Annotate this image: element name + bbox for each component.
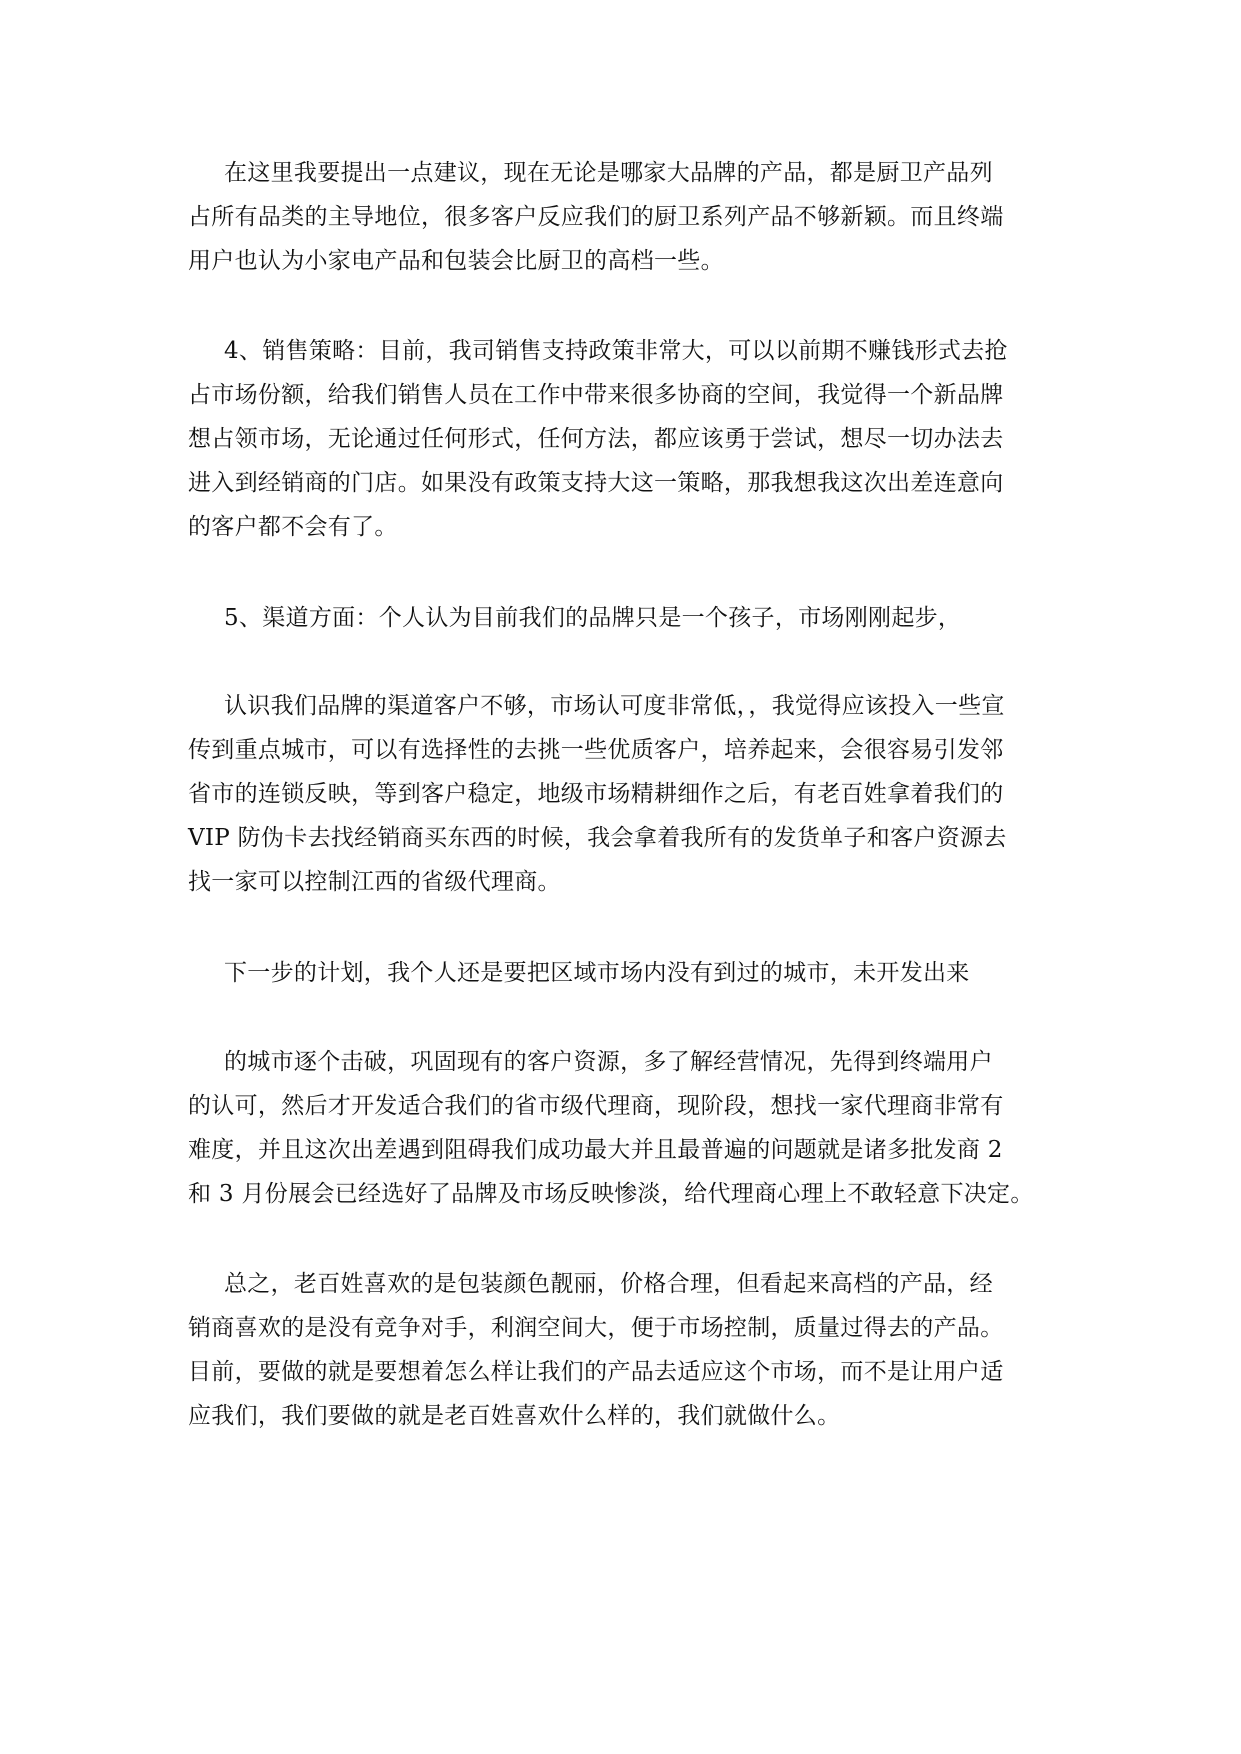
text-line: 的客户都不会有了。 (188, 514, 398, 540)
text-line: 占市场份额，给我们销售人员在工作中带来很多协商的空间，我觉得一个新品牌 (188, 382, 1004, 408)
paragraph-next-plan-heading (188, 951, 1068, 995)
text-line: 用户也认为小家电产品和包装会比厨卫的高档一些。 (188, 248, 724, 274)
text-line: 占所有品类的主导地位，很多客户反应我们的厨卫系列产品不够新颖。而且终端 (188, 204, 1004, 230)
text-line: 和 3 月份展会已经选好了品牌及市场反映惨淡，给代理商心理上不敢轻意下决定。 (188, 1181, 1034, 1207)
paragraph-suggestion (188, 151, 1068, 283)
text-line: 的认可，然后才开发适合我们的省市级代理商，现阶段，想找一家代理商非常有 (188, 1093, 1004, 1119)
text-line: 进入到经销商的门店。如果没有政策支持大这一策略，那我想我这次出差连意向 (188, 470, 1004, 496)
text-line: 想占领市场，无论通过任何形式，任何方法，都应该勇于尝试，想尽一切办法去 (188, 426, 1004, 452)
paragraph-conclusion (188, 1262, 1068, 1438)
text-line: 4、销售策略：目前，我司销售支持政策非常大，可以以前期不赚钱形式去抢 (224, 338, 1008, 364)
text-line: 的城市逐个击破，巩固现有的客户资源，多了解经营情况，先得到终端用户 (224, 1049, 993, 1075)
text-line: 在这里我要提出一点建议，现在无论是哪家大品牌的产品，都是厨卫产品列 (224, 160, 993, 186)
text-line: 销商喜欢的是没有竞争对手，利润空间大，便于市场控制，质量过得去的产品。 (188, 1315, 1004, 1341)
text-line: 目前，要做的就是要想着怎么样让我们的产品去适应这个市场，而不是让用户适 (188, 1359, 1004, 1385)
text-line: 认识我们品牌的渠道客户不够，市场认可度非常低，，我觉得应该投入一些宣 (224, 693, 1005, 719)
text-line: 应我们，我们要做的就是老百姓喜欢什么样的，我们就做什么。 (188, 1403, 841, 1429)
text-line: VIP 防伪卡去找经销商买东西的时候，我会拿着我所有的发货单子和客户资源去 (188, 825, 1007, 851)
paragraph-channel-body (188, 684, 1068, 904)
text-line: 5、渠道方面：个人认为目前我们的品牌只是一个孩子，市场刚刚起步， (224, 605, 962, 631)
text-line: 总之，老百姓喜欢的是包装颜色靓丽，价格合理，但看起来高档的产品，经 (224, 1271, 993, 1297)
paragraph-sales-strategy (188, 329, 1068, 549)
paragraph-next-plan-body (188, 1040, 1068, 1216)
text-line: 省市的连锁反映，等到客户稳定，地级市场精耕细作之后，有老百姓拿着我们的 (188, 781, 1004, 807)
text-line: 难度，并且这次出差遇到阻碍我们成功最大并且最普遍的问题就是诸多批发商 2 (188, 1137, 1003, 1163)
text-line: 找一家可以控制江西的省级代理商。 (188, 869, 561, 895)
text-line: 传到重点城市，可以有选择性的去挑一些优质客户，培养起来，会很容易引发邻 (188, 737, 1004, 763)
paragraph-channel-heading (188, 596, 1068, 640)
text-line: 下一步的计划，我个人还是要把区域市场内没有到过的城市，未开发出来 (224, 960, 970, 986)
